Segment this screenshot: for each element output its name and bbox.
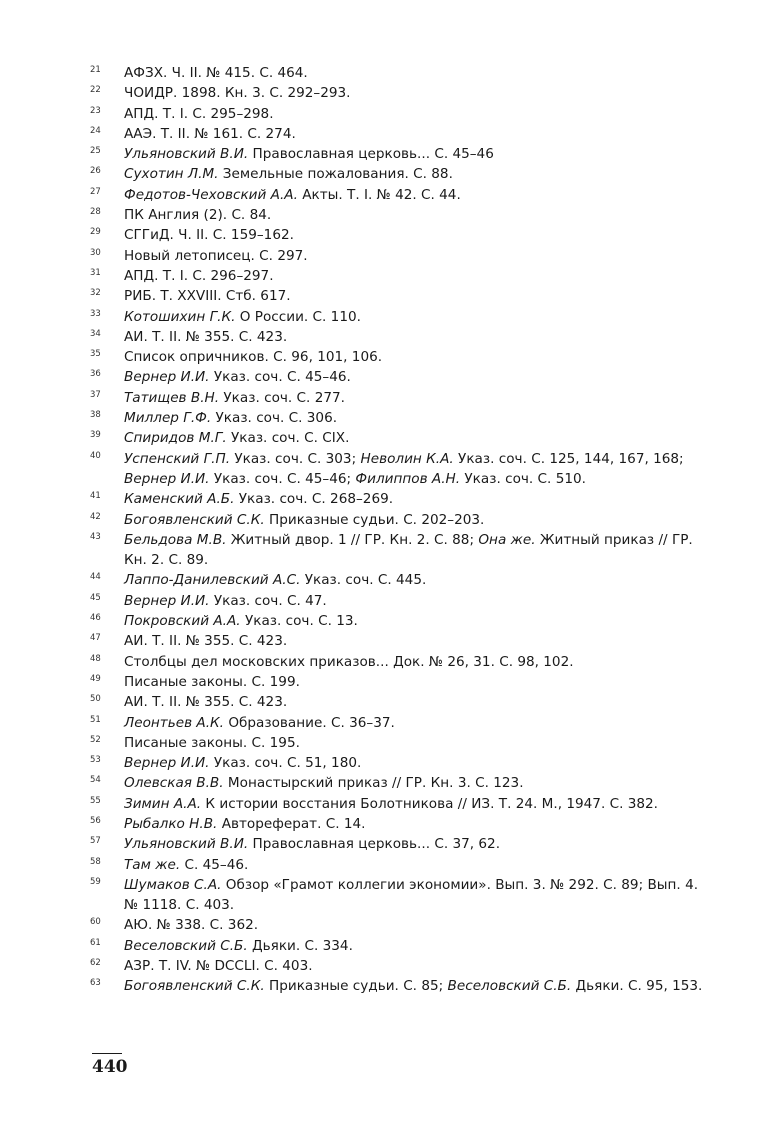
footnote-segment: Указ. соч. С. 277.	[219, 389, 345, 406]
footnote-text	[124, 388, 710, 408]
footnote-26	[90, 164, 710, 184]
footnote-36	[90, 367, 710, 387]
footnote-28	[90, 205, 710, 225]
footnote-segment: Указ. соч. С. 306.	[211, 410, 338, 427]
footnote-text	[124, 83, 710, 103]
page-number: 440	[92, 1057, 128, 1077]
footnote-segment: СГГиД. Ч. II. С. 159–162.	[124, 227, 294, 244]
footnote-author: Федотов-Чеховский А.А.	[124, 186, 298, 203]
footnote-number: 39	[90, 430, 101, 441]
footnote-segment: Указ. соч. С. 303;	[230, 450, 361, 467]
footnote-segment: Указ. соч. С. 445.	[300, 572, 427, 589]
footnote-number: 29	[90, 227, 101, 238]
footnote-text	[124, 814, 710, 834]
footnote-segment: Писаные законы. С. 195.	[124, 734, 300, 751]
footnote-number: 61	[90, 937, 101, 948]
footnote-author: Вернер И.И.	[124, 755, 210, 772]
footnote-number: 33	[90, 308, 101, 319]
footnote-number: 32	[90, 288, 101, 299]
footnote-text	[124, 692, 710, 712]
footnote-number: 36	[90, 369, 101, 380]
footnote-author: Ульяновский В.И.	[124, 146, 249, 163]
footnote-text	[124, 834, 710, 854]
footnote-author: Леонтьев А.К.	[124, 714, 225, 731]
footnote-text	[124, 713, 710, 733]
footnote-number: 22	[90, 85, 101, 96]
footnote-text	[124, 611, 710, 631]
footnote-segment: Монастырский приказ // ГР. Кн. 3. С. 123.	[223, 775, 524, 792]
footnote-segment: АЗР. Т. IV. № DCCLI. С. 403.	[124, 958, 313, 975]
footnote-author: Богоявленский С.К.	[124, 978, 265, 995]
footnote-segment: Житный двор. 1 // ГР. Кн. 2. С. 88;	[226, 531, 479, 548]
footnote-author: Богоявленский С.К.	[124, 511, 265, 528]
footnote-segment: Православная церковь... С. 45–46	[248, 146, 494, 163]
footnote-segment: Земельные пожалования. С. 88.	[218, 166, 453, 183]
footnote-list	[90, 63, 710, 997]
footnote-author: Рыбалко Н.В.	[124, 815, 218, 832]
footnote-number: 59	[90, 876, 101, 887]
footnote-33	[90, 307, 710, 327]
footnote-text	[124, 286, 710, 306]
footnote-text	[124, 63, 710, 83]
footnote-segment: АПД. Т. I. С. 295–298.	[124, 105, 274, 122]
footnote-text	[124, 428, 710, 448]
footnote-number: 57	[90, 836, 101, 847]
footnote-number: 50	[90, 694, 101, 705]
footnote-text	[124, 185, 710, 205]
footnote-author: Покровский А.А.	[124, 613, 241, 630]
footnote-number: 25	[90, 146, 101, 157]
footnote-29	[90, 225, 710, 245]
footnote-30	[90, 246, 710, 266]
footnote-21	[90, 63, 710, 83]
footnote-author: Вернер И.И.	[124, 592, 210, 609]
footnote-text	[124, 408, 710, 428]
footnote-39	[90, 428, 710, 448]
footnote-number: 27	[90, 186, 101, 197]
footnote-author: Сухотин Л.М.	[124, 166, 219, 183]
footnote-text	[124, 956, 710, 976]
footnote-text	[124, 591, 710, 611]
footnote-segment: Указ. соч. С. 125, 144, 167, 168;	[453, 450, 684, 467]
footnote-63	[90, 976, 710, 996]
footnote-56	[90, 814, 710, 834]
footnote-38	[90, 408, 710, 428]
footnote-47	[90, 631, 710, 651]
footnote-number: 55	[90, 795, 101, 806]
footnote-author: Шумаков С.А.	[124, 876, 222, 893]
footnote-text	[124, 672, 710, 692]
footnote-number: 53	[90, 755, 101, 766]
footnote-segment: Указ. соч. С. 47.	[209, 592, 327, 609]
footnote-number: 30	[90, 247, 101, 258]
footnote-text	[124, 246, 710, 266]
footnote-author: Миллер Г.Ф.	[124, 410, 212, 427]
footnote-segment: К истории восстания Болотникова // ИЗ. Т. 24. М., 1947. С. 382.	[201, 795, 658, 812]
footnote-text	[124, 489, 710, 509]
footnote-text	[124, 449, 710, 490]
footnote-number: 56	[90, 815, 101, 826]
footnote-54	[90, 773, 710, 793]
footnote-segment: Указ. соч. С. 510.	[460, 470, 586, 487]
footnote-number: 42	[90, 511, 101, 522]
footnote-50	[90, 692, 710, 712]
footnote-text	[124, 266, 710, 286]
footnote-author: Филиппов А.Н.	[355, 470, 461, 487]
footnote-segment: Писаные законы. С. 199.	[124, 673, 300, 690]
footnote-text	[124, 347, 710, 367]
footnote-text	[124, 104, 710, 124]
footnote-text	[124, 733, 710, 753]
footnote-segment: Указ. соч. С. 45–46;	[209, 470, 356, 487]
footnote-author: Там же.	[124, 856, 181, 873]
footnote-text	[124, 205, 710, 225]
footnote-number: 58	[90, 856, 101, 867]
footnote-25	[90, 144, 710, 164]
footnote-segment: Список опричников. С. 96, 101, 106.	[124, 349, 383, 366]
footnote-number: 28	[90, 207, 101, 218]
footnote-number: 21	[90, 65, 101, 75]
footnote-61	[90, 936, 710, 956]
footnote-59	[90, 875, 710, 916]
footnote-text	[124, 144, 710, 164]
footnote-segment: Новый летописец. С. 297.	[124, 247, 308, 264]
footnote-text	[124, 875, 710, 916]
footnote-text	[124, 915, 710, 935]
footnote-number: 40	[90, 450, 101, 461]
footnote-text	[124, 976, 710, 996]
footnote-number: 37	[90, 389, 101, 400]
footnote-number: 44	[90, 572, 101, 583]
footnote-number: 24	[90, 125, 101, 136]
footnote-author: Вернер И.И.	[124, 470, 210, 487]
footnote-number: 54	[90, 775, 101, 786]
footnote-number: 41	[90, 491, 101, 502]
footnote-55	[90, 794, 710, 814]
footnote-text	[124, 530, 710, 571]
footnote-number: 43	[90, 531, 101, 542]
footnote-author: Каменский А.Б.	[124, 491, 235, 508]
footnote-text	[124, 124, 710, 144]
footnote-segment: Акты. Т. I. № 42. С. 44.	[297, 186, 461, 203]
footnote-segment: Столбцы дел московских приказов... Док. № 26, 31. С. 98, 102.	[124, 653, 574, 670]
footnote-number: 49	[90, 673, 101, 684]
footnote-author: Лаппо-Данилевский А.С.	[124, 572, 301, 589]
footnote-author: Спиридов М.Г.	[124, 430, 227, 447]
footnote-author: Веселовский С.Б.	[447, 978, 572, 995]
footnote-45	[90, 591, 710, 611]
footnote-35	[90, 347, 710, 367]
footnote-segment: Указ. соч. С. 45–46.	[209, 369, 351, 386]
footnote-segment: Указ. соч. С. CIX.	[226, 430, 350, 447]
footnote-author: Котошихин Г.К.	[124, 308, 236, 325]
footnote-number: 31	[90, 267, 101, 278]
footnote-segment: С. 45–46.	[180, 856, 249, 873]
footnote-49	[90, 672, 710, 692]
footnote-segment: Автореферат. С. 14.	[217, 815, 366, 832]
footnote-number: 38	[90, 410, 101, 421]
footnote-24	[90, 124, 710, 144]
footnote-32	[90, 286, 710, 306]
footnote-42	[90, 510, 710, 530]
footnote-number: 34	[90, 328, 101, 339]
footnote-segment: АИ. Т. II. № 355. С. 423.	[124, 633, 288, 650]
footnote-23	[90, 104, 710, 124]
footnote-segment: Указ. соч. С. 268–269.	[234, 491, 394, 508]
footnote-41	[90, 489, 710, 509]
footnote-text	[124, 753, 710, 773]
footnote-segment: АЮ. № 338. С. 362.	[124, 917, 259, 934]
footnote-number: 35	[90, 349, 101, 360]
footnote-segment: О России. С. 110.	[235, 308, 361, 325]
footnote-segment: ААЭ. Т. II. № 161. С. 274.	[124, 125, 296, 142]
footnote-58	[90, 855, 710, 875]
footnote-22	[90, 83, 710, 103]
footnote-segment: Дьяки. С. 95, 153.	[571, 978, 703, 995]
footnote-number: 45	[90, 592, 101, 603]
footnote-segment: Образование. С. 36–37.	[224, 714, 395, 731]
footnote-number: 46	[90, 613, 101, 624]
footnote-text	[124, 307, 710, 327]
footnote-author: Веселовский С.Б.	[124, 937, 248, 954]
footnote-43	[90, 530, 710, 571]
footnote-segment: АФЗХ. Ч. II. № 415. С. 464.	[124, 65, 308, 81]
footnote-segment: ЧОИДР. 1898. Кн. 3. С. 292–293.	[124, 85, 351, 102]
footnote-number: 60	[90, 917, 101, 928]
footnote-number: 23	[90, 105, 101, 116]
footnote-text	[124, 936, 710, 956]
footnote-author: Олевская В.В.	[124, 775, 224, 792]
footnote-author: Успенский Г.П.	[124, 450, 231, 467]
footnote-segment: Обзор «Грамот коллегии экономии». Вып. 3. № 292. С. 89; Вып. 4. № 1118. С. 403.	[124, 876, 699, 914]
footnote-author: Бельдова М.В.	[124, 531, 227, 548]
footnote-46	[90, 611, 710, 631]
footnote-51	[90, 713, 710, 733]
footnote-segment: Указ. соч. С. 51, 180.	[209, 755, 362, 772]
footnote-number: 26	[90, 166, 101, 177]
footnote-author: Она же.	[478, 531, 536, 548]
footnote-author: Вернер И.И.	[124, 369, 210, 386]
footnote-text	[124, 164, 710, 184]
footnote-segment: АПД. Т. I. С. 296–297.	[124, 267, 274, 284]
footnote-44	[90, 570, 710, 590]
footnote-author: Неволин К.А.	[360, 450, 454, 467]
footnote-text	[124, 631, 710, 651]
footnote-number: 51	[90, 714, 101, 725]
footnote-text	[124, 652, 710, 672]
footnote-62	[90, 956, 710, 976]
footnote-segment: Дьяки. С. 334.	[247, 937, 353, 954]
footnote-27	[90, 185, 710, 205]
footnote-53	[90, 753, 710, 773]
footnote-segment: Приказные судьи. С. 85;	[264, 978, 448, 995]
footnote-31	[90, 266, 710, 286]
footnote-author: Ульяновский В.И.	[124, 836, 249, 853]
footnote-number: 47	[90, 633, 101, 644]
footnote-40	[90, 449, 710, 490]
footnote-author: Зимин А.А.	[124, 795, 202, 812]
footnote-segment: Православная церковь... С. 37, 62.	[248, 836, 501, 853]
footnote-number: 63	[90, 978, 101, 989]
footnote-text	[124, 367, 710, 387]
footnote-segment: РИБ. Т. XXVIII. Стб. 617.	[124, 288, 291, 305]
footnote-segment: АИ. Т. II. № 355. С. 423.	[124, 328, 288, 345]
footnote-37	[90, 388, 710, 408]
footnote-segment: АИ. Т. II. № 355. С. 423.	[124, 694, 288, 711]
footnote-text	[124, 855, 710, 875]
footnote-segment: Приказные судьи. С. 202–203.	[264, 511, 485, 528]
footnote-text	[124, 225, 710, 245]
footnote-text	[124, 327, 710, 347]
footnote-52	[90, 733, 710, 753]
footnote-text	[124, 773, 710, 793]
footnote-text	[124, 570, 710, 590]
page-number-rule	[92, 1053, 122, 1054]
footnote-text	[124, 510, 710, 530]
footnote-60	[90, 915, 710, 935]
footnote-number: 48	[90, 653, 101, 664]
footnote-57	[90, 834, 710, 854]
footnote-author: Татищев В.Н.	[124, 389, 220, 406]
footnote-48	[90, 652, 710, 672]
footnote-number: 52	[90, 734, 101, 745]
footnote-number: 62	[90, 958, 101, 969]
footnote-segment: Житный приказ // ГР. Кн. 2. С. 89.	[124, 531, 693, 569]
footnote-34	[90, 327, 710, 347]
footnote-segment: Указ. соч. С. 13.	[240, 613, 358, 630]
footnote-text	[124, 794, 710, 814]
footnote-segment: ПК Англия (2). С. 84.	[124, 207, 272, 224]
